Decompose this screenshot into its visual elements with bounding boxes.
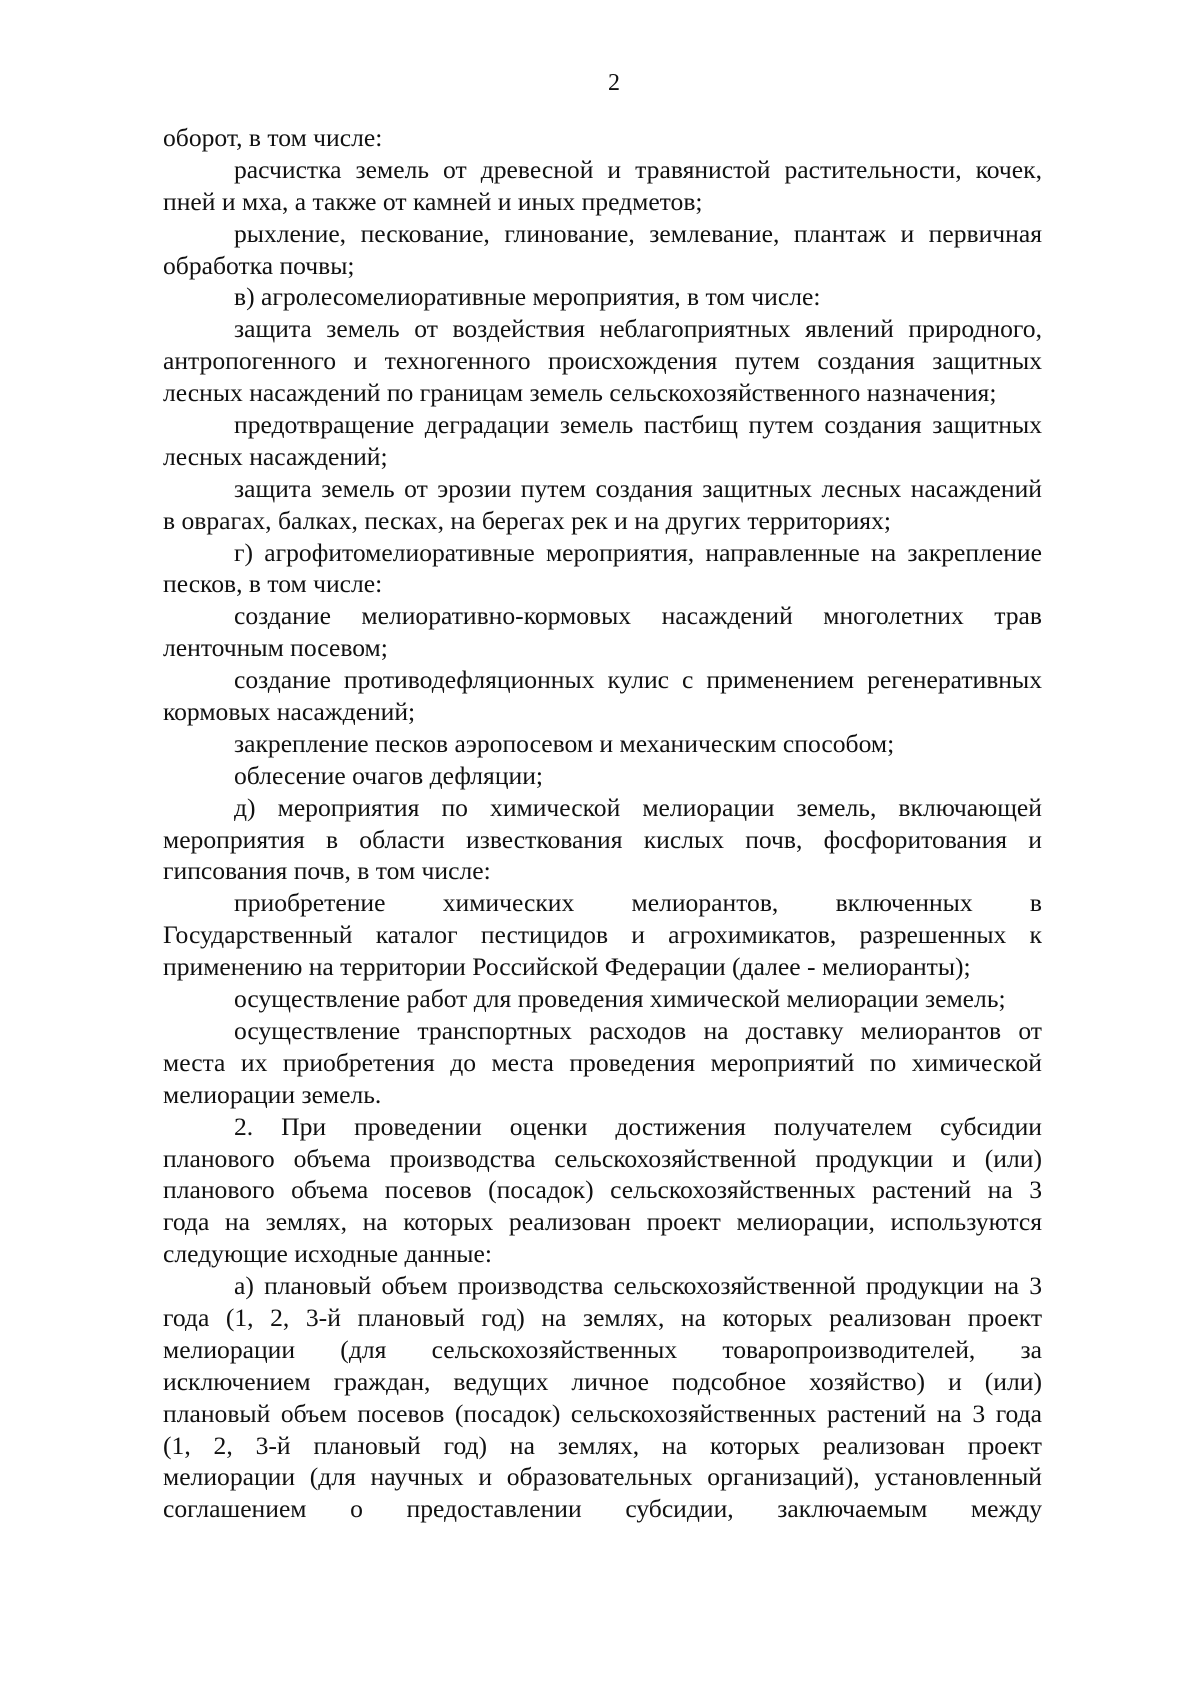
text-line: песков, в том числе: — [163, 569, 383, 599]
text-line: года (1, 2, 3-й плановый год) на землях, на которых реализован проект — [163, 1302, 1042, 1332]
text-line: закрепление песков аэропосевом и механическим способом; — [234, 728, 895, 758]
text-line: места их приобретения до места проведения мероприятий по химической — [163, 1047, 1042, 1077]
text-line: предотвращение деградации земель пастбищ путем создания защитных — [234, 410, 1042, 440]
text-line: ленточным посевом; — [163, 633, 388, 663]
text-line: облесение очагов дефляции; — [234, 760, 544, 790]
text-line: рыхление, пескование, глинование, землевание, плантаж и первичная — [234, 218, 1042, 248]
text-line: расчистка земель от древесной и травянистой растительности, кочек, — [234, 154, 1042, 184]
text-line: года на землях, на которых реализован проект мелиорации, используются — [163, 1207, 1042, 1237]
text-line: планового объема производства сельскохозяйственной продукции и (или) — [163, 1143, 1042, 1173]
text-line: антропогенного и техногенного происхождения путем создания защитных — [163, 346, 1042, 376]
text-line: пней и мха, а также от камней и иных предметов; — [163, 186, 703, 216]
text-line: а) плановый объем производства сельскохозяйственной продукции на 3 — [234, 1271, 1042, 1301]
text-line: лесных насаждений по границам земель сельскохозяйственного назначения; — [163, 378, 997, 408]
text-line: 2. При проведении оценки достижения получателем субсидии — [234, 1111, 1042, 1141]
text-line: мелиорации земель. — [163, 1079, 382, 1109]
text-line: г) агрофитомелиоративные мероприятия, направленные на закрепление — [234, 537, 1042, 567]
text-line: защита земель от воздействия неблагоприятных явлений природного, — [234, 314, 1042, 344]
text-line: следующие исходные данные: — [163, 1239, 492, 1269]
text-line: мелиорации (для научных и образовательных организаций), установленный — [163, 1462, 1042, 1492]
text-line: д) мероприятия по химической мелиорации земель, включающей — [234, 792, 1042, 822]
text-line: осуществление работ для проведения химической мелиорации земель; — [234, 984, 1006, 1014]
text-line: создание мелиоративно-кормовых насаждений многолетних трав — [234, 601, 1042, 631]
text-line: кормовых насаждений; — [163, 697, 416, 727]
page-number: 2 — [608, 70, 620, 96]
body-text — [163, 122, 1042, 1525]
text-line: исключением граждан, ведущих личное подсобное хозяйство) и (или) — [163, 1366, 1042, 1396]
text-line: лесных насаждений; — [163, 441, 388, 471]
text-line: защита земель от эрозии путем создания защитных лесных насаждений — [234, 473, 1042, 503]
text-line: мелиорации (для сельскохозяйственных товаропроизводителей, за — [163, 1334, 1042, 1364]
text-line: мероприятия в области известкования кислых почв, фосфоритования и — [163, 824, 1042, 854]
text-line: в оврагах, балках, песках, на берегах рек и на других территориях; — [163, 505, 891, 535]
text-line: применению на территории Российской Федерации (далее - мелиоранты); — [163, 952, 971, 982]
text-line: обработка почвы; — [163, 250, 355, 280]
text-line: соглашением о предоставлении субсидии, заключаемым между — [163, 1494, 1042, 1524]
text-line: (1, 2, 3-й плановый год) на землях, на которых реализован проект — [163, 1430, 1042, 1460]
text-line: создание противодефляционных кулис с применением регенеративных — [234, 665, 1042, 695]
text-line: гипсования почв, в том числе: — [163, 856, 491, 886]
text-line: приобретение химических мелиорантов, включенных в — [234, 888, 1042, 918]
text-line: планового объема посевов (посадок) сельскохозяйственных растений на 3 — [163, 1175, 1042, 1205]
text-line: в) агролесомелиоративные мероприятия, в том числе: — [234, 282, 821, 312]
text-line: Государственный каталог пестицидов и агрохимикатов, разрешенных к — [163, 920, 1042, 950]
text-line: осуществление транспортных расходов на доставку мелиорантов от — [234, 1015, 1042, 1045]
text-line: оборот, в том числе: — [163, 123, 383, 152]
text-line: плановый объем посевов (посадок) сельскохозяйственных растений на 3 года — [163, 1398, 1042, 1428]
